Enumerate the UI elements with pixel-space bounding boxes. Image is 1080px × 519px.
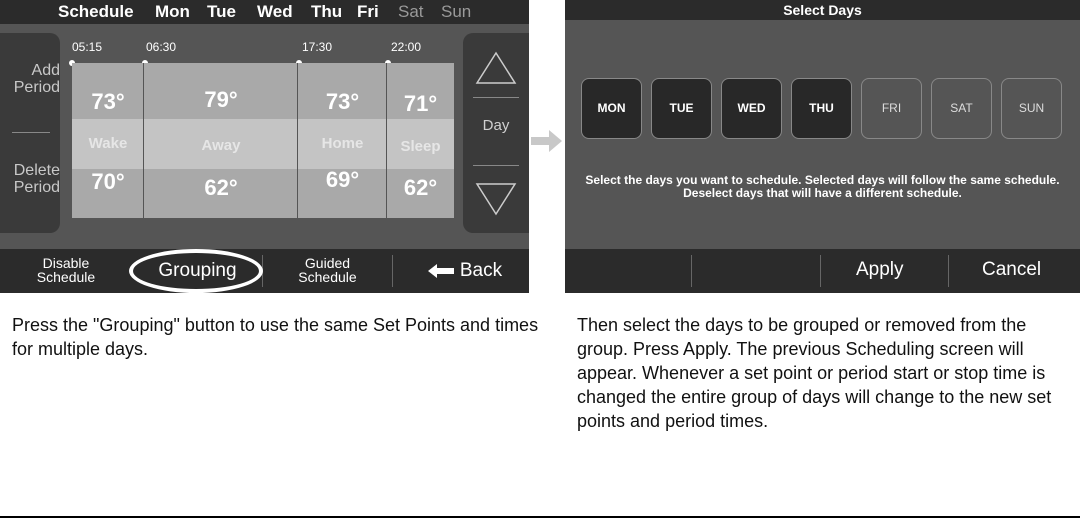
add-period-label-2: Period (13, 79, 60, 96)
nav-divider (473, 165, 519, 166)
day-button-mon[interactable]: MON (581, 78, 642, 139)
toolbar-divider (948, 255, 949, 287)
guided-schedule-button[interactable] (280, 249, 375, 293)
time-label[interactable]: 06:30 (146, 40, 177, 54)
add-period-button[interactable] (0, 33, 60, 133)
disable-schedule-button[interactable] (20, 249, 112, 293)
back-button[interactable] (410, 249, 520, 293)
instruction-text: Select the days you want to schedule. Selected days will follow the same schedule. Deselect days that will have a different schedule. (585, 173, 1060, 200)
apply-button[interactable]: Apply (856, 259, 904, 280)
schedule-label: Schedule (58, 2, 134, 21)
heat-setpoint[interactable]: 71° (403, 91, 438, 116)
tab-tue[interactable]: Tue (207, 2, 236, 21)
tab-fri[interactable]: Fri (357, 2, 379, 21)
grouping-highlight-ring (129, 249, 263, 293)
heat-setpoint[interactable]: 79° (204, 87, 238, 112)
toolbar-divider (691, 255, 692, 287)
day-tabs-bar (0, 0, 529, 24)
right-arrow-icon (531, 129, 563, 153)
cool-setpoint[interactable]: 70° (91, 169, 125, 194)
disable-schedule-label-2: Schedule (36, 269, 96, 285)
schedule-screen (0, 0, 529, 293)
period-name: Home (321, 135, 364, 152)
time-label[interactable]: 17:30 (302, 40, 333, 54)
tab-sun[interactable]: Sun (441, 2, 472, 21)
delete-period-button[interactable] (0, 133, 60, 233)
cool-setpoint[interactable]: 69° (325, 167, 360, 192)
day-button-tue[interactable]: TUE (651, 78, 712, 139)
cool-setpoint[interactable]: 62° (403, 175, 438, 200)
navigation-panel (463, 33, 529, 233)
tab-sat[interactable]: Sat (398, 2, 424, 21)
disable-schedule-label-1: Disable (42, 255, 90, 271)
nav-divider (473, 97, 519, 98)
period-home[interactable] (298, 63, 387, 218)
tab-wed[interactable]: Wed (257, 2, 293, 21)
time-label[interactable]: 05:15 (72, 40, 103, 54)
day-button-wed[interactable]: WED (721, 78, 782, 139)
guided-schedule-label-2: Schedule (298, 269, 357, 285)
period-name: Wake (88, 135, 128, 152)
day-button-thu[interactable]: THU (791, 78, 852, 139)
period-side-panel (0, 33, 60, 233)
back-arrow-icon (428, 264, 454, 278)
select-days-screen (565, 0, 1080, 293)
cancel-button[interactable]: Cancel (982, 259, 1042, 280)
schedule-grid (72, 63, 454, 218)
scroll-up-button[interactable] (463, 37, 529, 97)
cool-setpoint[interactable]: 62° (204, 175, 238, 200)
heat-setpoint[interactable]: 73° (91, 89, 125, 114)
day-button-fri[interactable]: FRI (861, 78, 922, 139)
period-sleep[interactable] (387, 63, 454, 218)
bottom-toolbar (565, 249, 1080, 293)
toolbar-divider (820, 255, 821, 287)
up-arrow-icon (463, 37, 529, 97)
toolbar-divider (392, 255, 393, 287)
guided-schedule-label-1: Guided (304, 255, 351, 271)
down-arrow-icon (463, 170, 529, 230)
view-mode-label[interactable]: Day (482, 117, 510, 134)
tab-thu[interactable]: Thu (311, 2, 343, 21)
period-name: Sleep (400, 138, 441, 155)
scroll-down-button[interactable] (463, 170, 529, 230)
heat-setpoint[interactable]: 73° (325, 89, 360, 114)
page-rule (0, 516, 1080, 518)
right-caption: Then select the days to be grouped or removed from the group. Press Apply. The previous Scheduling screen will appear. Whenever a set point or period start or stop time is changed the entire group of days will change to the new set points and period times. (577, 315, 1052, 431)
grouping-button[interactable]: Grouping (158, 260, 237, 281)
delete-period-label-2: Period (13, 179, 60, 196)
screen-title: Select Days (565, 0, 1080, 20)
time-label[interactable]: 22:00 (391, 40, 422, 54)
left-caption: Press the "Grouping" button to use the same Set Points and times for multiple days. (12, 315, 539, 359)
tab-mon[interactable]: Mon (155, 2, 190, 21)
period-away[interactable] (144, 63, 298, 218)
add-period-label-1: Add (31, 62, 60, 79)
back-label: Back (459, 260, 503, 281)
day-button-sun[interactable]: SUN (1001, 78, 1062, 139)
bottom-toolbar (0, 249, 529, 293)
delete-period-label-1: Delete (13, 162, 60, 179)
day-button-sat[interactable]: SAT (931, 78, 992, 139)
period-name: Away (201, 137, 241, 154)
period-wake[interactable] (72, 63, 144, 218)
